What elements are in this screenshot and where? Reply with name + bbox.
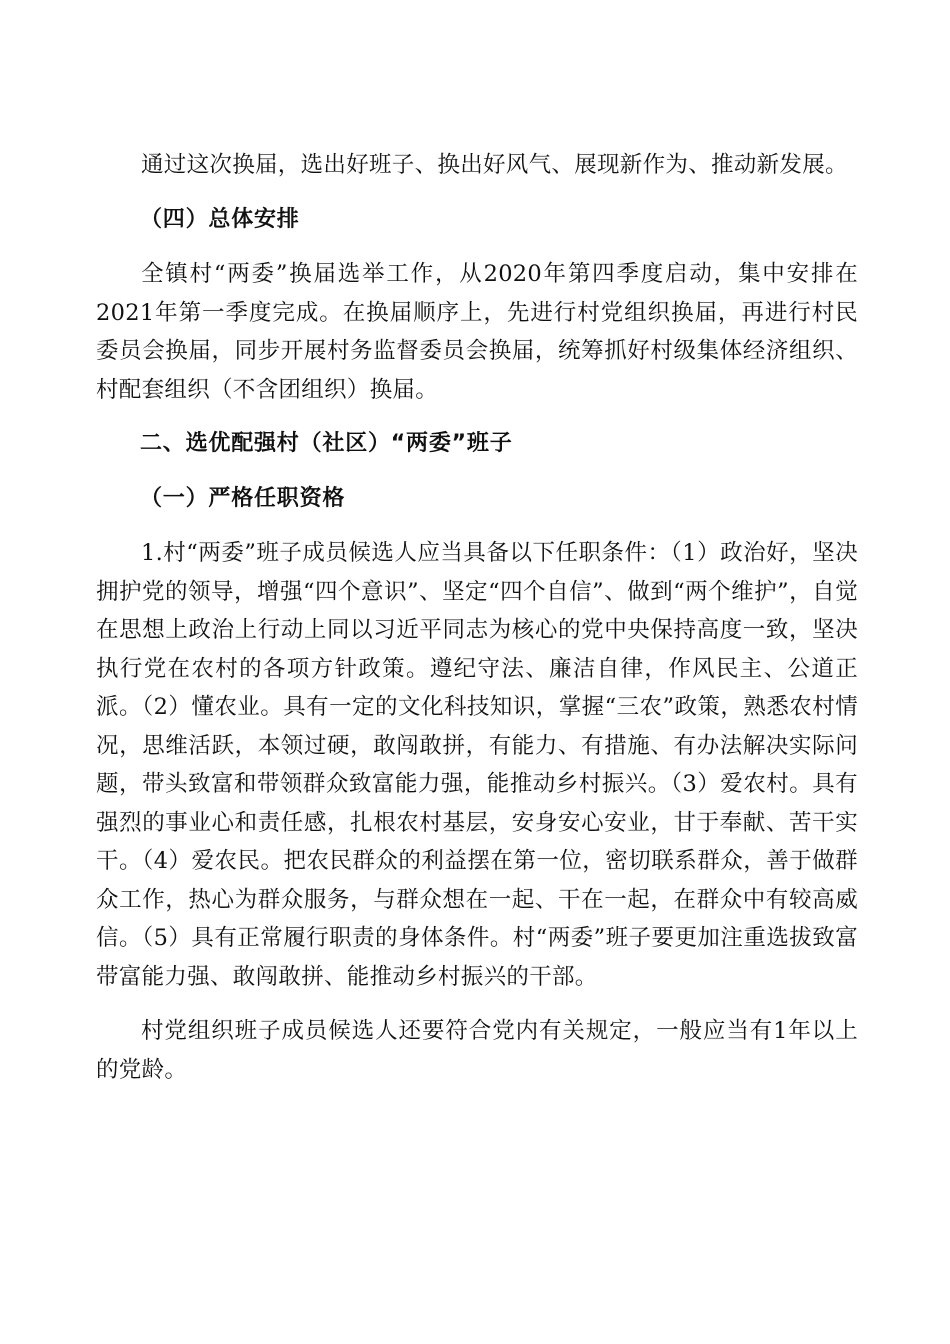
paragraph-party-age-requirement: 村党组织班子成员候选人还要符合党内有关规定，一般应当有1年以上的党龄。 — [96, 1018, 858, 1083]
document-body — [96, 146, 858, 1105]
heading-qualifications: （一）严格任职资格 — [140, 485, 346, 511]
paragraph-qualification-conditions: 1.村“两委”班子成员候选人应当具备以下任职条件：（1）政治好，坚决拥护党的领导，增强“四个意识”、坚定“四个自信”、做到“两个维护”，自觉在思想上政治上行动上同以习近平同志为核心的党中央保持高度一致，坚决执行党在农村的各项方针政策。遵纪守法、廉洁自律，作风民主、公道正派。（2）懂农业。具有一定的文化科技知识，掌握“三农”政策，熟悉农村情况，思维活跃，本领过硬，敢闯敢拼，有能力、有措施、有办法解决实际问题，带头致富和带领群众致富能力强，能推动乡村振兴。（3）爱农村。具有强烈的事业心和责任感，扎根农村基层，安身安心安业，甘于奉献、苦干实干。（4）爱农民。把农民群众的利益摆在第一位，密切联系群众，善于做群众工作，热心为群众服务，与群众想在一起、干在一起，在群众中有较高威信。（5）具有正常履行职责的身体条件。村“两委”班子要更加注重选拔致富带富能力强、敢闯敢拼、能推动乡村振兴的干部。 — [96, 540, 858, 990]
paragraph-election-goal: 通过这次换届，选出好班子、换出好风气、展现新作为、推动新发展。 — [141, 152, 848, 178]
heading-section-two: 二、选优配强村（社区）“两委”班子 — [140, 431, 513, 456]
paragraph-overall-arrangement: 全镇村“两委”换届选举工作，从2020年第四季度启动，集中安排在2021年第一季度完成。在换届顺序上，先进行村党组织换届，再进行村民委员会换届，同步开展村务监督委员会换届，统筹抓好村级集体经济组织、村配套组织（不含团组织）换届。 — [96, 261, 858, 403]
heading-overall-arrangement: （四）总体安排 — [140, 206, 300, 232]
